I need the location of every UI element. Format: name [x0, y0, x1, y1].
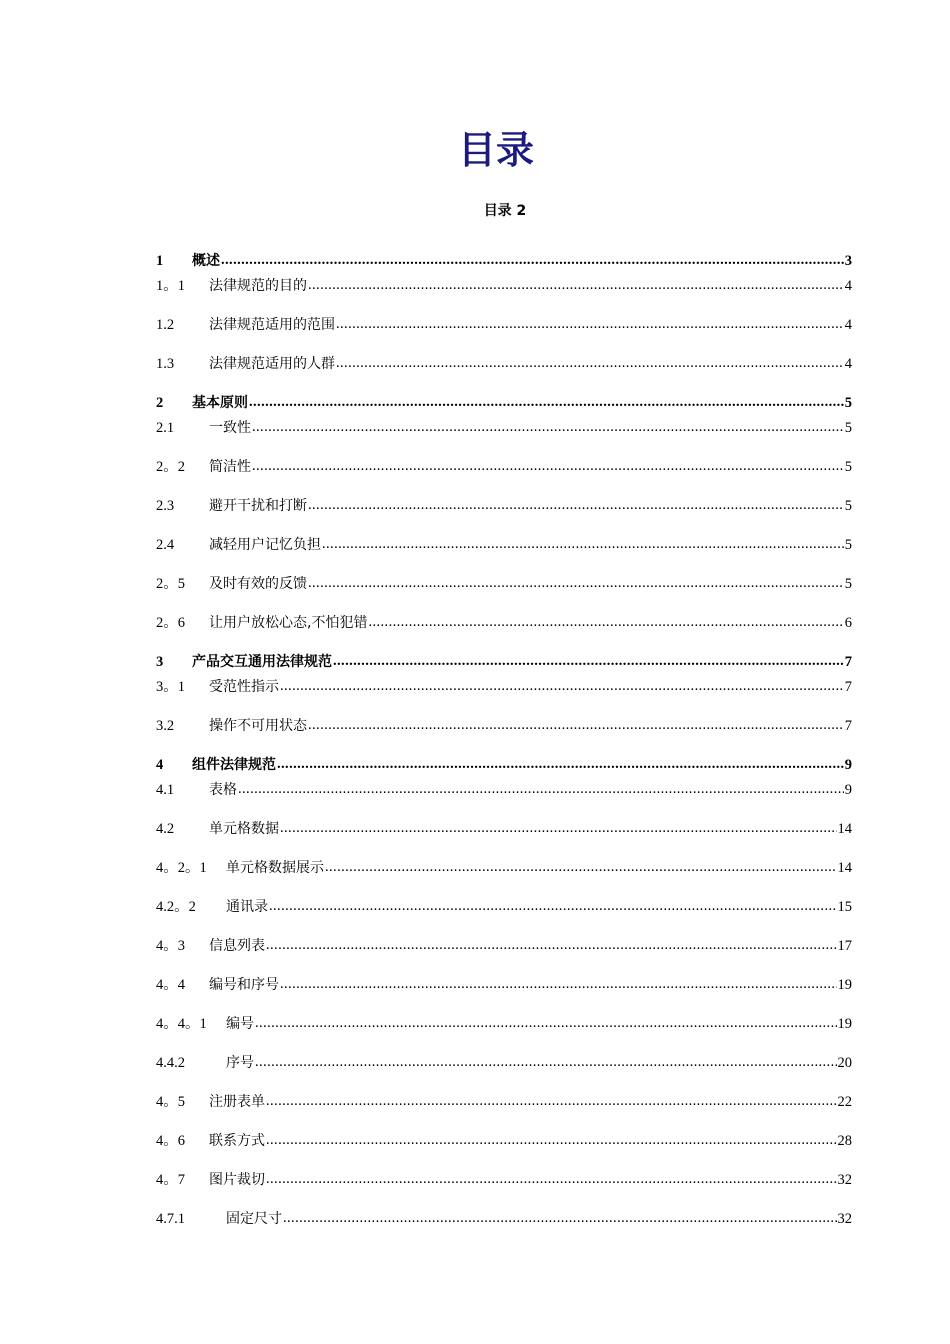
- toc-entry-title: 信息列表: [209, 938, 265, 954]
- toc-entry-page-number: 6: [844, 615, 852, 631]
- toc-dot-leader: [269, 896, 837, 916]
- toc-entry-page-number: 32: [837, 1211, 852, 1227]
- document-title: 目录: [457, 128, 534, 172]
- toc-entry[interactable]: [156, 897, 852, 917]
- toc-entry-number: 4。4。1: [156, 1016, 207, 1032]
- toc-entry[interactable]: [156, 496, 852, 516]
- toc-dot-leader: [280, 676, 844, 696]
- toc-entry-number: 4.2。2: [156, 899, 196, 915]
- toc-dot-leader: [255, 1052, 837, 1072]
- toc-dot-leader: [280, 818, 837, 838]
- toc-entry-page-number: 7: [844, 654, 852, 670]
- toc-entry-number: 1.3: [156, 356, 175, 372]
- toc-entry[interactable]: [156, 819, 852, 839]
- toc-entry-number: 4。7: [156, 1172, 185, 1188]
- toc-entry[interactable]: [156, 652, 852, 672]
- toc-dot-leader: [308, 715, 844, 735]
- toc-entry-page-number: 9: [844, 757, 852, 773]
- toc-entry-number: 2。2: [156, 459, 185, 475]
- toc-entry-page-number: 5: [844, 498, 852, 514]
- toc-dot-leader: [266, 1091, 837, 1111]
- toc-entry-title: 产品交互通用法律规范: [192, 654, 332, 670]
- toc-entry-number: 2.4: [156, 537, 175, 553]
- toc-dot-leader: [308, 495, 844, 515]
- toc-entry-title: 及时有效的反馈: [209, 576, 307, 592]
- toc-entry[interactable]: [156, 418, 852, 438]
- toc-dot-leader: [283, 1208, 837, 1228]
- toc-entry-number: 4.7.1: [156, 1211, 185, 1227]
- toc-entry-number: 3.2: [156, 718, 175, 734]
- toc-entry-number: 3。1: [156, 679, 185, 695]
- toc-dot-leader: [308, 573, 844, 593]
- toc-entry-page-number: 5: [844, 537, 852, 553]
- toc-entry-number: 4: [156, 757, 164, 773]
- toc-entry-title: 表格: [209, 782, 237, 798]
- toc-entry[interactable]: [156, 1014, 852, 1034]
- toc-entry[interactable]: [156, 1170, 852, 1190]
- toc-dot-leader: [368, 612, 843, 632]
- toc-entry-number: 2: [156, 395, 164, 411]
- toc-entry-number: 2。6: [156, 615, 185, 631]
- toc-entry-page-number: 4: [844, 278, 852, 294]
- toc-entry-page-number: 5: [844, 576, 852, 592]
- toc-dot-leader: [336, 353, 844, 373]
- toc-entry-number: 4。5: [156, 1094, 185, 1110]
- toc-entry-title: 让用户放松心态,不怕犯错: [209, 615, 368, 631]
- toc-entry-number: 2。5: [156, 576, 185, 592]
- toc-entry-title: 减轻用户记忆负担: [209, 537, 321, 553]
- toc-entry-title: 单元格数据展示: [226, 860, 324, 876]
- toc-entry-number: 2.1: [156, 420, 175, 436]
- toc-entry-page-number: 5: [844, 420, 852, 436]
- toc-entry-number: 4.2: [156, 821, 175, 837]
- toc-entry-number: 1。1: [156, 278, 185, 294]
- toc-entry[interactable]: [156, 716, 852, 736]
- toc-dot-leader: [252, 417, 844, 437]
- toc-entry[interactable]: [156, 1131, 852, 1151]
- toc-entry-number: 1: [156, 253, 164, 269]
- toc-entry-title: 法律规范适用的人群: [209, 356, 335, 372]
- toc-entry[interactable]: [156, 457, 852, 477]
- toc-dot-leader: [266, 1130, 837, 1150]
- toc-entry-page-number: 19: [837, 1016, 852, 1032]
- toc-entry[interactable]: [156, 251, 852, 271]
- toc-entry[interactable]: [156, 1092, 852, 1112]
- toc-dot-leader: [308, 275, 844, 295]
- toc-dot-leader: [221, 250, 844, 270]
- toc-dot-leader: [322, 534, 844, 554]
- toc-entry-number: 4。3: [156, 938, 185, 954]
- toc-entry-page-number: 9: [844, 782, 852, 798]
- toc-entry-title: 注册表单: [209, 1094, 265, 1110]
- toc-entry-page-number: 4: [844, 317, 852, 333]
- toc-entry[interactable]: [156, 315, 852, 335]
- toc-entry-page-number: 28: [837, 1133, 852, 1149]
- toc-dot-leader: [325, 857, 837, 877]
- toc-entry-page-number: 14: [837, 860, 852, 876]
- toc-entry-title: 组件法律规范: [192, 757, 276, 773]
- toc-entry[interactable]: [156, 354, 852, 374]
- toc-entry-number: 4。2。1: [156, 860, 207, 876]
- toc-entry-page-number: 7: [844, 718, 852, 734]
- toc-entry-number: 2.3: [156, 498, 175, 514]
- toc-entry[interactable]: [156, 535, 852, 555]
- toc-entry[interactable]: [156, 858, 852, 878]
- toc-entry[interactable]: [156, 975, 852, 995]
- toc-dot-leader: [238, 779, 844, 799]
- toc-entry-title: 避开干扰和打断: [209, 498, 307, 514]
- toc-entry-page-number: 14: [837, 821, 852, 837]
- toc-entry-page-number: 17: [837, 938, 852, 954]
- toc-entry-title: 序号: [226, 1055, 254, 1071]
- toc-entry-page-number: 5: [844, 395, 852, 411]
- toc-entry-title: 编号和序号: [209, 977, 279, 993]
- toc-entry-page-number: 32: [837, 1172, 852, 1188]
- toc-entry-number: 3: [156, 654, 164, 670]
- toc-dot-leader: [266, 1169, 837, 1189]
- toc-entry[interactable]: [156, 1053, 852, 1073]
- toc-entry-title: 受范性指示: [209, 679, 279, 695]
- toc-entry[interactable]: [156, 613, 852, 633]
- toc-entry-title: 概述: [192, 253, 220, 269]
- toc-entry-title: 编号: [226, 1016, 254, 1032]
- toc-dot-leader: [277, 754, 844, 774]
- toc-entry[interactable]: [156, 936, 852, 956]
- toc-entry-page-number: 15: [837, 899, 852, 915]
- toc-entry-number: 4.4.2: [156, 1055, 185, 1071]
- toc-entry-title: 图片裁切: [209, 1172, 265, 1188]
- toc-entry-title: 法律规范适用的范围: [209, 317, 335, 333]
- toc-entry[interactable]: [156, 276, 852, 296]
- toc-dot-leader: [280, 974, 837, 994]
- toc-dot-leader: [255, 1013, 837, 1033]
- toc-entry-number: 1.2: [156, 317, 175, 333]
- toc-entry-title: 固定尺寸: [226, 1211, 282, 1227]
- toc-entry[interactable]: [156, 393, 852, 413]
- toc-entry-title: 通讯录: [226, 899, 268, 915]
- toc-entry-title: 联系方式: [209, 1133, 265, 1149]
- toc-dot-leader: [252, 456, 844, 476]
- toc-entry-number: 4。6: [156, 1133, 185, 1149]
- toc-entry-page-number: 20: [837, 1055, 852, 1071]
- toc-entry[interactable]: [156, 677, 852, 697]
- toc-dot-leader: [266, 935, 837, 955]
- toc-entry[interactable]: [156, 1209, 852, 1229]
- toc-entry[interactable]: [156, 574, 852, 594]
- toc-dot-leader: [249, 392, 844, 412]
- toc-entry-title: 简洁性: [209, 459, 251, 475]
- toc-entry[interactable]: [156, 755, 852, 775]
- toc-entry-title: 单元格数据: [209, 821, 279, 837]
- toc-entry-page-number: 3: [844, 253, 852, 269]
- toc-entry[interactable]: [156, 780, 852, 800]
- toc-entry-number: 4.1: [156, 782, 175, 798]
- toc-entry-title: 基本原则: [192, 395, 248, 411]
- toc-entry-page-number: 22: [837, 1094, 852, 1110]
- toc-entry-page-number: 7: [844, 679, 852, 695]
- toc-heading: 目录 2: [483, 203, 527, 219]
- toc-entry-page-number: 19: [837, 977, 852, 993]
- toc-dot-leader: [336, 314, 844, 334]
- toc-entry-number: 4。4: [156, 977, 185, 993]
- toc-entry-title: 操作不可用状态: [209, 718, 307, 734]
- toc-entry-title: 一致性: [209, 420, 251, 436]
- toc-entry-page-number: 4: [844, 356, 852, 372]
- toc-dot-leader: [333, 651, 844, 671]
- toc-entry-page-number: 5: [844, 459, 852, 475]
- toc-entry-title: 法律规范的目的: [209, 278, 307, 294]
